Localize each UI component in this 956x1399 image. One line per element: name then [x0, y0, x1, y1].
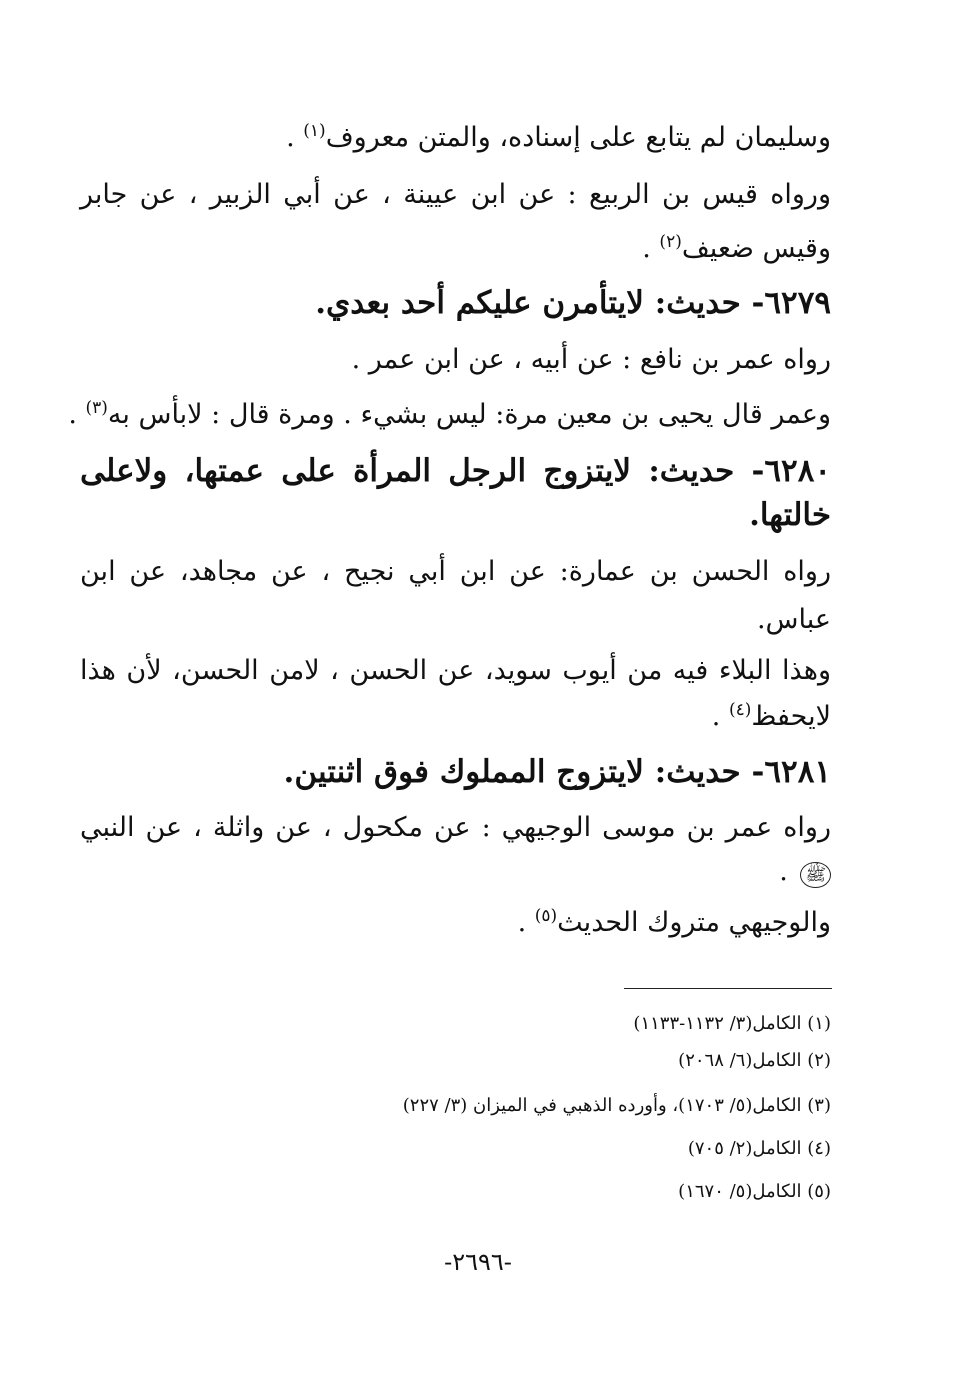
punctuation: . [286, 122, 304, 153]
text-span: والوجيهي متروك الحديث [557, 907, 831, 938]
punctuation: . [642, 233, 660, 264]
text-line [712, 697, 831, 737]
text-span: وسليمان لم يتابع على إسناده، والمتن معروف [325, 122, 831, 153]
punctuation: . [68, 399, 86, 430]
footnote-marker: (٣) [85, 398, 108, 418]
page-number: -٢٦٩٦- [444, 1248, 512, 1276]
footnote-marker: (٥) [534, 906, 558, 926]
hadith-heading: ٦٢٨٠- حديث: لايتزوج الرجل المرأة على عمتها، ولاعلى [80, 453, 831, 489]
text-line [779, 852, 831, 892]
text-line: عباس. [756, 604, 831, 635]
text-line: رواه عمر بن موسى الوجيهي : عن مكحول ، عن واثلة ، عن النبي [80, 812, 831, 843]
footnote: (٥) الكامل(٥/ ١٦٧٠) [678, 1181, 831, 1202]
footnote-marker: (٤) [728, 700, 752, 720]
hadith-heading: ٦٢٨١- حديث: لايتزوج المملوك فوق اثنتين. [283, 754, 831, 790]
punctuation: . [517, 907, 535, 938]
footnote-separator [624, 988, 832, 989]
text-line: رواه عمر بن نافع : عن أبيه ، عن ابن عمر . [351, 344, 831, 375]
text-line: ورواه قيس بن الربيع : عن ابن عيينة ، عن أبي الزبير ، عن جابر [80, 179, 831, 210]
footnote: (٤) الكامل(٢/ ٧٠٥) [687, 1138, 831, 1159]
hadith-heading: ٦٢٧٩- حديث: لايتأمرن عليكم أحد بعدي. [315, 285, 831, 321]
punctuation: . [779, 856, 797, 887]
text-line: رواه الحسن بن عمارة: عن ابن أبي نجيح ، عن مجاهد، عن ابن [80, 556, 831, 587]
text-line [518, 903, 831, 943]
footnote: (٢) الكامل(٦/ ٢٠٦٨) [678, 1050, 831, 1071]
footnote: (١) الكامل(٣/ ١١٣٢-١١٣٣) [633, 1013, 831, 1034]
footnote-marker: (١) [303, 121, 326, 141]
salutation-symbol: ﷺ [800, 862, 831, 888]
footnote-marker: (٢) [659, 232, 682, 252]
footnote: (٣) الكامل(٥/ ١٧٠٣)، وأورده الذهبي في الميزان (٣/ ٢٢٧) [402, 1095, 831, 1116]
hadith-heading-continued: خالتها. [749, 497, 831, 533]
text-span: وعمر قال يحيى بن معين مرة: ليس بشيء . ومرة قال : لابأس به [107, 399, 831, 430]
text-line [286, 118, 831, 158]
text-span: لايحفظ [751, 701, 831, 732]
text-line [642, 229, 831, 269]
text-span: وقيس ضعيف [681, 233, 831, 264]
text-line [68, 395, 831, 435]
text-line: وهذا البلاء فيه من أيوب سويد، عن الحسن ، لامن الحسن، لأن هذا [80, 655, 831, 686]
punctuation: . [711, 701, 729, 732]
